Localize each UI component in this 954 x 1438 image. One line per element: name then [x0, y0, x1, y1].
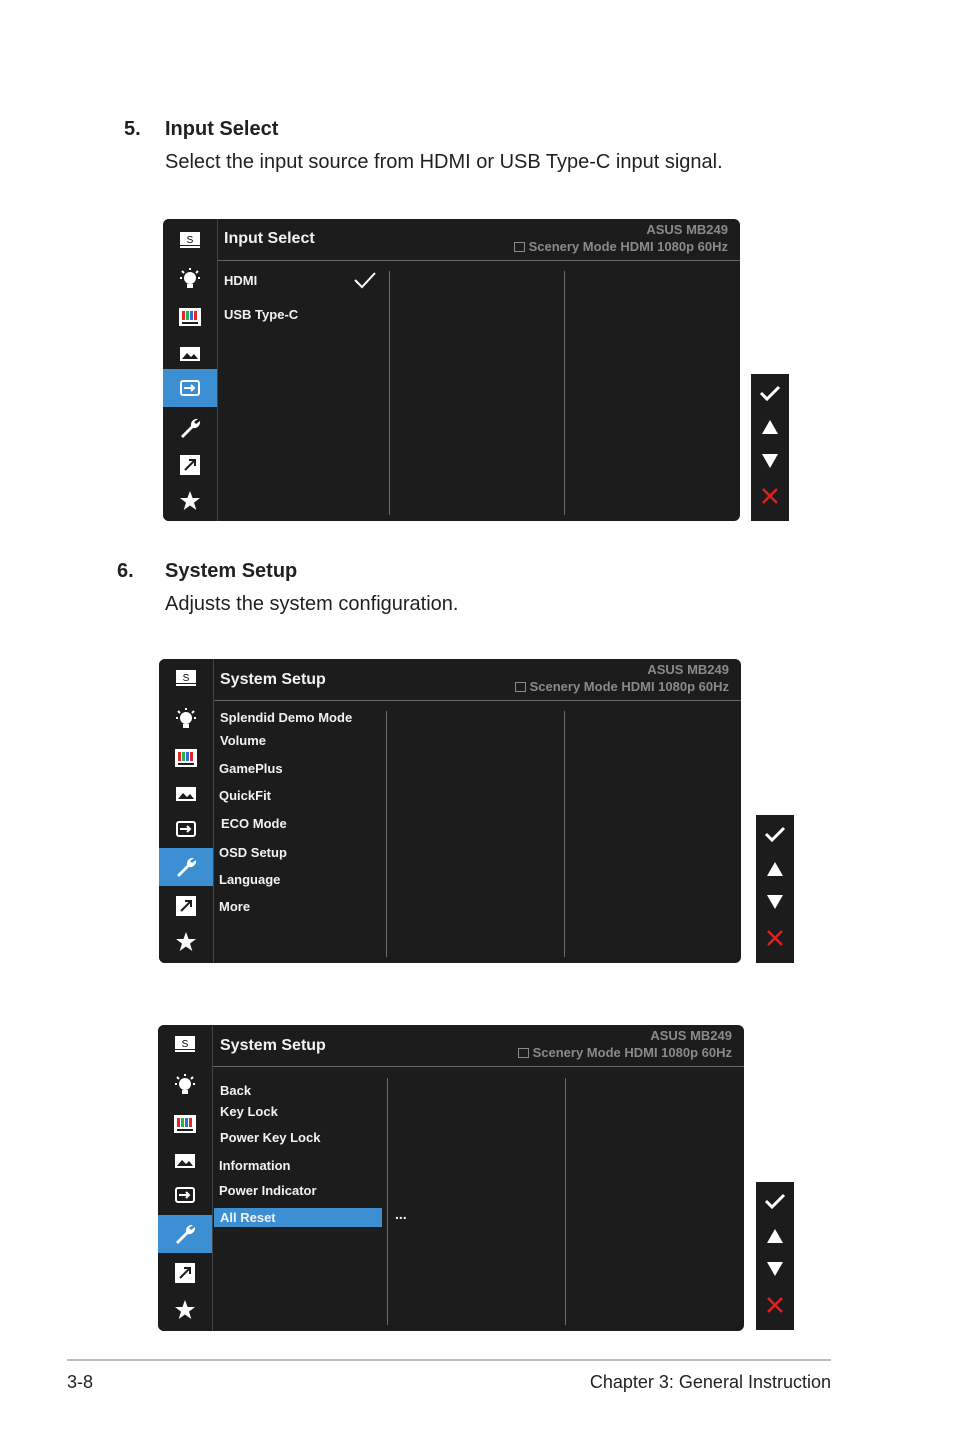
up-arrow-icon[interactable] — [756, 852, 794, 886]
up-arrow-icon[interactable] — [751, 410, 789, 444]
menu-item-hdmi[interactable]: HDMI — [224, 273, 258, 288]
section-5-description: Select the input source from HDMI or USB Type-C input signal. — [165, 151, 723, 173]
bulb-icon[interactable] — [158, 1067, 212, 1105]
menu-item-power-indicator[interactable]: Power Indicator — [219, 1183, 317, 1198]
star-icon[interactable] — [163, 482, 217, 520]
svg-text:S: S — [182, 673, 190, 684]
shortcut-icon[interactable] — [159, 887, 213, 925]
shortcut-icon[interactable] — [163, 446, 217, 484]
page-number: 3-8 — [67, 1372, 94, 1392]
navigation-keys — [751, 374, 789, 521]
close-icon[interactable] — [751, 479, 789, 513]
osd-sidebar — [159, 659, 213, 963]
osd-status-text: Scenery Mode HDMI 1080p 60Hz — [529, 679, 729, 694]
check-icon[interactable] — [756, 817, 794, 851]
menu-item-all-reset[interactable]: All Reset — [214, 1208, 382, 1227]
navigation-keys — [756, 1182, 794, 1330]
up-arrow-icon[interactable] — [756, 1219, 794, 1253]
sidebar-divider — [217, 219, 218, 521]
menu-item-usb-type-c[interactable]: USB Type-C — [224, 307, 299, 322]
osd-model: ASUS MB249 — [647, 662, 729, 677]
color-icon[interactable] — [159, 739, 213, 777]
navigation-keys — [756, 815, 794, 963]
osd-status-info — [514, 239, 728, 254]
osd-status-text: Scenery Mode HDMI 1080p 60Hz — [528, 239, 728, 254]
mode-icon — [515, 682, 526, 692]
color-icon[interactable] — [158, 1105, 212, 1143]
menu-item-gameplus[interactable]: GamePlus — [219, 761, 283, 776]
image-icon[interactable] — [163, 335, 217, 373]
menu-item-volume[interactable]: Volume — [220, 733, 266, 748]
input-icon[interactable] — [159, 810, 213, 848]
star-icon[interactable] — [159, 923, 213, 961]
section-5-title: Input Select — [165, 118, 279, 140]
bulb-icon[interactable] — [163, 261, 217, 299]
column-divider — [386, 711, 387, 957]
check-icon — [353, 271, 377, 294]
column-divider — [389, 271, 390, 515]
menu-item-more[interactable]: More — [219, 899, 251, 914]
close-icon[interactable] — [756, 921, 794, 955]
menu-item-splendid-demo-mode[interactable]: Splendid Demo Mode — [220, 710, 353, 725]
menu-item-eco-mode[interactable]: ECO Mode — [221, 816, 287, 831]
menu-item-information[interactable]: Information — [219, 1158, 291, 1173]
wrench-icon[interactable] — [158, 1215, 212, 1253]
header-divider — [213, 1066, 744, 1067]
menu-item-back[interactable]: Back — [220, 1083, 252, 1098]
star-icon[interactable] — [158, 1291, 212, 1329]
chapter-title: Chapter 3: General Instruction — [589, 1372, 831, 1392]
osd-status-text: Scenery Mode HDMI 1080p 60Hz — [532, 1045, 732, 1060]
osd-title: System Setup — [220, 1037, 326, 1054]
splendid-icon[interactable] — [163, 221, 217, 259]
menu-item-language[interactable]: Language — [219, 872, 281, 887]
section-6-number: 6. — [117, 560, 134, 582]
header-divider — [218, 260, 740, 261]
menu-item-osd-setup[interactable]: OSD Setup — [219, 845, 287, 860]
down-arrow-icon[interactable] — [751, 444, 789, 478]
osd-status-info — [515, 679, 729, 694]
mode-icon — [518, 1048, 529, 1058]
splendid-icon[interactable] — [158, 1025, 212, 1063]
mode-icon — [514, 242, 525, 252]
column-divider — [565, 1078, 566, 1325]
submenu-hint: ... — [395, 1206, 407, 1222]
image-icon[interactable] — [159, 775, 213, 813]
down-arrow-icon[interactable] — [756, 1252, 794, 1286]
section-6-description: Adjusts the system configuration. — [165, 593, 459, 615]
color-icon[interactable] — [163, 298, 217, 336]
menu-item-key-lock[interactable]: Key Lock — [220, 1104, 278, 1119]
osd-panel-system-setup-more — [158, 1025, 744, 1331]
close-icon[interactable] — [756, 1288, 794, 1322]
osd-status-info — [518, 1045, 732, 1060]
menu-item-power-key-lock[interactable]: Power Key Lock — [220, 1130, 321, 1145]
shortcut-icon[interactable] — [158, 1254, 212, 1292]
input-icon[interactable] — [158, 1176, 212, 1214]
bulb-icon[interactable] — [159, 701, 213, 739]
check-icon[interactable] — [751, 376, 789, 410]
input-icon[interactable] — [163, 369, 217, 407]
osd-panel-system-setup — [159, 659, 741, 963]
down-arrow-icon[interactable] — [756, 885, 794, 919]
svg-text:S: S — [186, 235, 194, 246]
svg-text:S: S — [181, 1039, 189, 1050]
sidebar-divider — [213, 659, 214, 963]
column-divider — [387, 1078, 388, 1325]
column-divider — [564, 271, 565, 515]
menu-item-quickfit[interactable]: QuickFit — [219, 788, 272, 803]
header-divider — [214, 700, 741, 701]
osd-title: Input Select — [224, 230, 315, 247]
osd-panel-input-select — [163, 219, 740, 521]
section-6-title: System Setup — [165, 560, 298, 582]
sidebar-divider — [212, 1025, 213, 1331]
section-5-number: 5. — [124, 118, 141, 140]
image-icon[interactable] — [158, 1142, 212, 1180]
wrench-icon[interactable] — [163, 409, 217, 447]
splendid-icon[interactable] — [159, 659, 213, 697]
osd-sidebar — [158, 1025, 212, 1331]
check-icon[interactable] — [756, 1184, 794, 1218]
osd-model: ASUS MB249 — [650, 1028, 732, 1043]
wrench-icon[interactable] — [159, 848, 213, 886]
footer-divider — [67, 1359, 831, 1361]
osd-title: System Setup — [220, 671, 326, 688]
osd-model: ASUS MB249 — [646, 222, 728, 237]
osd-sidebar — [163, 219, 217, 521]
column-divider — [564, 711, 565, 957]
